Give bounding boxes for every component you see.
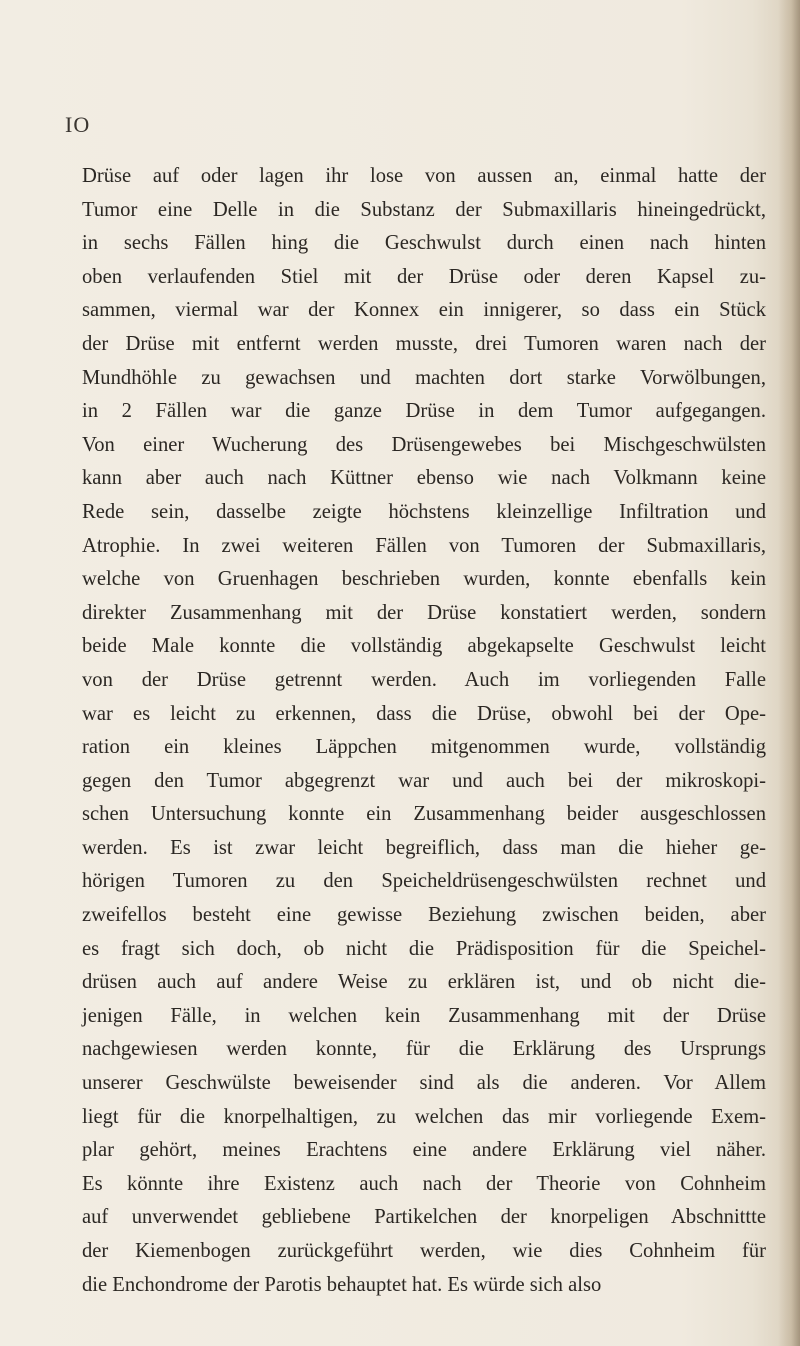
text-line: von der Drüse getrennt werden. Auch im vorliegenden Falle — [82, 668, 766, 691]
text-line: Von einer Wucherung des Drüsengewebes bei Mischgeschwülsten — [82, 433, 766, 456]
text-line: beide Male konnte die vollständig abgekapselte Geschwulst leicht — [82, 635, 766, 658]
text-line: zweifellos besteht eine gewisse Beziehung zwischen beiden, aber — [82, 904, 766, 927]
text-line: kann aber auch nach Küttner ebenso wie nach Volkmann keine — [82, 467, 766, 490]
text-line: auf unverwendet gebliebene Partikelchen der knorpeligen Abschnittte — [82, 1206, 766, 1229]
text-line: werden. Es ist zwar leicht begreiflich, dass man die hieher ge- — [82, 836, 766, 859]
text-line: unserer Geschwülste beweisender sind als die anderen. Vor Allem — [82, 1072, 766, 1095]
text-line: hörigen Tumoren zu den Speicheldrüsengeschwülsten rechnet und — [82, 870, 766, 893]
text-line: schen Untersuchung konnte ein Zusammenhang beider ausgeschlossen — [82, 803, 766, 826]
text-line: Rede sein, dasselbe zeigte höchstens kleinzellige Infiltration und — [82, 500, 766, 523]
page-edge-shadow — [778, 0, 800, 1346]
text-line: der Drüse mit entfernt werden musste, drei Tumoren waren nach der — [82, 332, 766, 355]
text-line: liegt für die knorpelhaltigen, zu welchen das mir vorliegende Exem- — [82, 1105, 766, 1128]
text-line: Mundhöhle zu gewachsen und machten dort starke Vorwölbungen, — [82, 366, 766, 389]
page-number: IO — [65, 112, 91, 137]
text-line: welche von Gruenhagen beschrieben wurden, konnte ebenfalls kein — [82, 568, 766, 591]
text-line: plar gehört, meines Erachtens eine andere Erklärung viel näher. — [82, 1139, 766, 1162]
text-line: Tumor eine Delle in die Substanz der Submaxillaris hineingedrückt, — [82, 198, 766, 221]
text-line: ration ein kleines Läppchen mitgenommen wurde, vollständig — [82, 736, 766, 759]
text-line: direkter Zusammenhang mit der Drüse konstatiert werden, sondern — [82, 601, 766, 624]
text-line: in 2 Fällen war die ganze Drüse in dem Tumor aufgegangen. — [82, 400, 766, 423]
text-line: Drüse auf oder lagen ihr lose von aussen an, einmal hatte der — [82, 165, 766, 187]
body-text — [82, 160, 766, 1302]
text-line: nachgewiesen werden konnte, für die Erklärung des Ursprungs — [82, 1038, 766, 1061]
text-line: drüsen auch auf andere Weise zu erklären ist, und ob nicht die- — [82, 971, 766, 994]
text-line: gegen den Tumor abgegrenzt war und auch bei der mikroskopi- — [82, 769, 766, 792]
text-line: sammen, viermal war der Konnex ein innigerer, so dass ein Stück — [82, 299, 766, 322]
text-line: in sechs Fällen hing die Geschwulst durch einen nach hinten — [82, 232, 766, 255]
text-line: Es könnte ihre Existenz auch nach der Theorie von Cohnheim — [82, 1172, 766, 1195]
text-line: es fragt sich doch, ob nicht die Prädisposition für die Speichel- — [82, 937, 766, 960]
text-line: Atrophie. In zwei weiteren Fällen von Tumoren der Submaxillaris, — [82, 534, 766, 557]
text-line: jenigen Fälle, in welchen kein Zusammenhang mit der Drüse — [82, 1004, 766, 1027]
text-line: die Enchondrome der Parotis behauptet hat. Es würde sich also — [82, 1273, 602, 1296]
text-line: war es leicht zu erkennen, dass die Drüse, obwohl bei der Ope- — [82, 702, 766, 725]
text-line: der Kiemenbogen zurückgeführt werden, wie dies Cohnheim für — [82, 1240, 766, 1262]
text-line: oben verlaufenden Stiel mit der Drüse oder deren Kapsel zu- — [82, 265, 766, 288]
